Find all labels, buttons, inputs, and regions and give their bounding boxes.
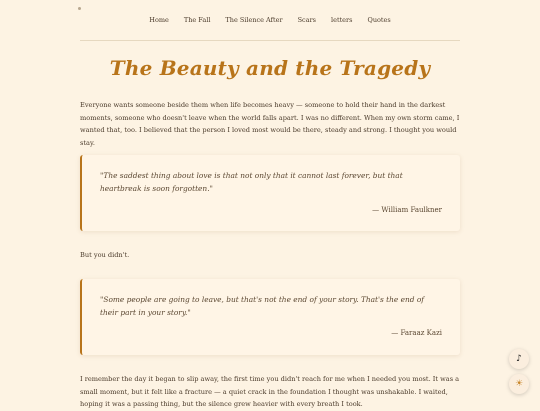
intro-paragraph: Everyone wants someone beside them when life becomes heavy — someone to hold their hand in the darkest moments, someone who doesn't leave when the world falls apart. I was no different. When my own storm came, I wanted that, too. I believed that the person I loved most would be there, steady and strong. I thought you would stay. <box>80 101 460 147</box>
quote-card-faulkner <box>80 155 460 231</box>
nav-home[interactable]: Home <box>149 16 169 24</box>
short-paragraph: But you didn't. <box>80 251 130 259</box>
nav-letters[interactable]: letters <box>331 16 353 24</box>
quote-card-kazi <box>80 279 460 355</box>
quote-text: "Some people are going to leave, but that's not the end of your story. That's the end of their part in your story." <box>100 295 425 317</box>
music-note-icon: ♪ <box>516 354 522 364</box>
top-nav <box>80 0 460 41</box>
quote-author: — William Faulkner <box>372 206 442 214</box>
quote-text: "The saddest thing about love is that not only that it cannot last forever, but that heartbreak is soon forgotten." <box>100 171 403 193</box>
story-paragraph: I remember the day it began to slip away, the first time you didn't reach for me when I needed you most. It was a small moment, but it felt like a fracture — a quiet crack in the foundation I thought was unshakable. I waited, hoping it was a passing thing, but the silence grew heavier with every breath I took. <box>80 375 460 408</box>
quote-author: — Faraaz Kazi <box>391 329 442 337</box>
theme-toggle-button[interactable] <box>509 374 529 394</box>
page-title: The Beauty and the Tragedy <box>109 56 431 80</box>
music-toggle-button[interactable] <box>509 349 529 369</box>
nav-quotes[interactable]: Quotes <box>367 16 391 24</box>
nav-the-fall[interactable]: The Fall <box>183 16 211 24</box>
sun-icon: ☀ <box>514 379 524 389</box>
nav-scars[interactable]: Scars <box>297 16 317 24</box>
nav-the-silence-after[interactable]: The Silence After <box>225 16 283 24</box>
